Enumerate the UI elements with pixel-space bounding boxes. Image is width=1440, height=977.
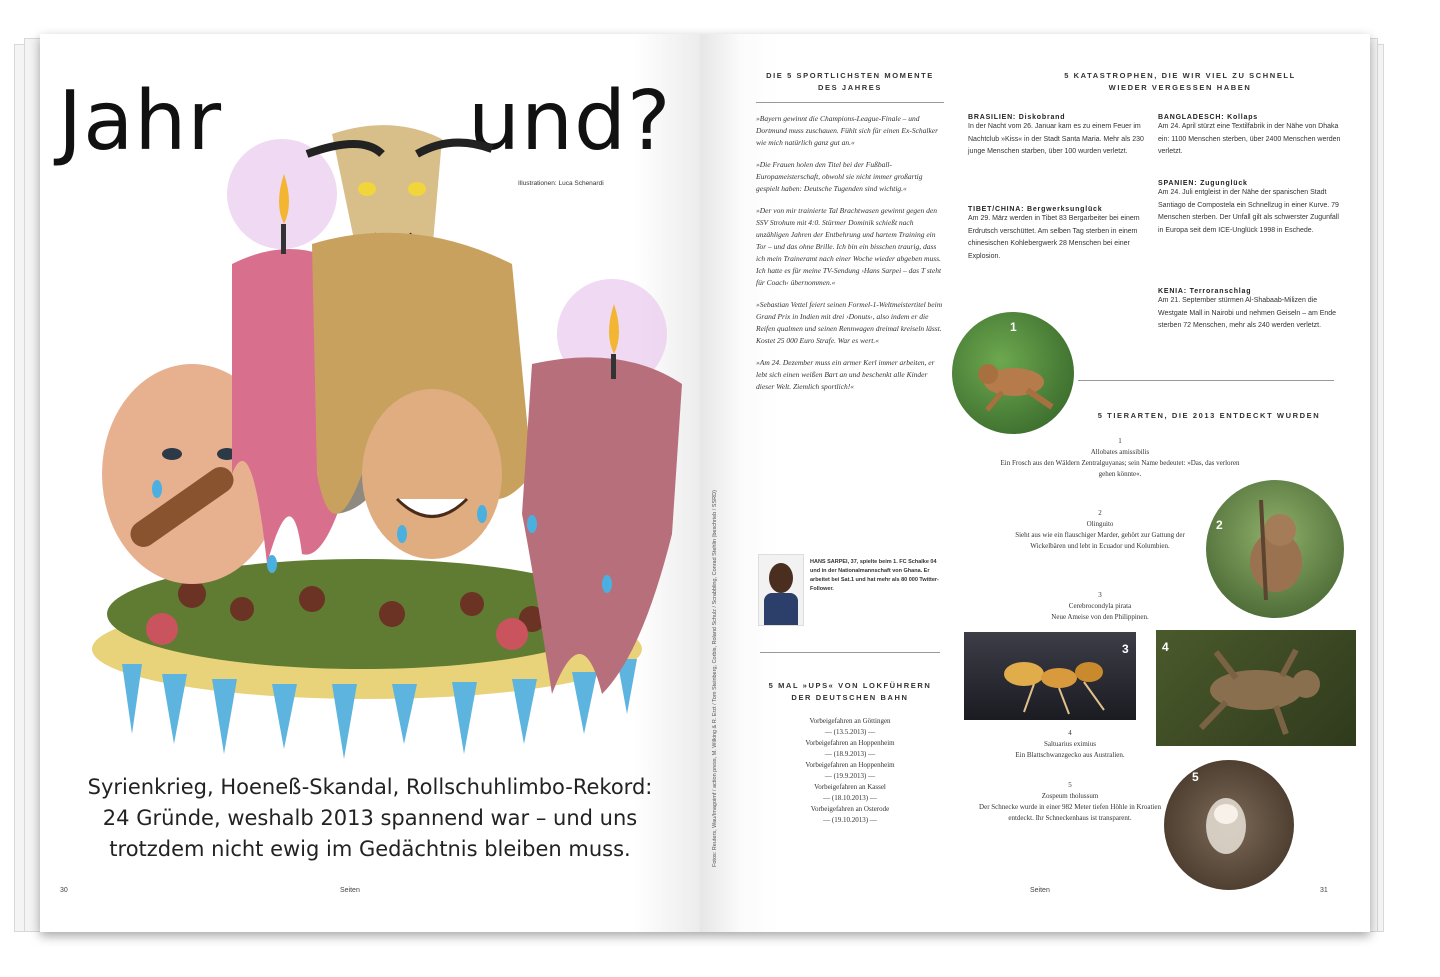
catastrophe-title: BRASILIEN: Diskobrand — [968, 114, 1066, 121]
catastrophe-title: KENIA: Terroranschlag — [1158, 288, 1252, 295]
species-item-5 — [970, 780, 1170, 824]
sport-column — [756, 70, 944, 403]
species-number: 1 — [1118, 437, 1122, 445]
catastrophes-heading-line-1: 5 KATASTROPHEN, DIE WIR VIEL ZU SCHNELL — [1064, 71, 1296, 80]
photo-credits: Fotos: Reuters, Wau/Imagoimf / action press, M. Wilking & R. Erzt / Tom Steinberg, Corbis, Roland Schulz / Scrabbling, Conrad Stehlin (beschrieb / SSRD) — [712, 490, 718, 867]
bahn-entry-label: Vorbeigefahren an Kassel — [814, 783, 886, 791]
catastrophe-title: TIBET/CHINA: Bergwerksunglück — [968, 206, 1103, 213]
olinguito-icon — [1206, 480, 1344, 618]
magazine-spread — [40, 34, 1370, 932]
snail-icon — [1164, 760, 1294, 890]
sport-quote-3: »Der von mir trainierte Tal Brachtwasen gewinnt gegen den SSV Strohum mit 4:0. Stürmer Dominik schießt nach unzähligen Jahren der Entbehrung und hartem Training ein Tor – und das ohne Brille. Ich bin ein bisschen traurig, dass ich mein Traineramt nach einer Woche wieder abgeben muss. Ich hatte es für meine TV-Sendung ›Hans Sarpei – das T steht für Coach‹ übernommen.« — [756, 206, 942, 287]
species-heading: 5 TIERARTEN, DIE 2013 ENTDECKT WURDEN — [1097, 411, 1321, 420]
center-face — [362, 389, 502, 559]
species-name: Saltuarius eximius — [1044, 740, 1096, 748]
bahn-entry-label: Vorbeigefahren an Osterode — [810, 805, 890, 813]
sport-heading — [756, 70, 944, 94]
bahn-entry-date: — (18.9.2013) — — [824, 750, 876, 758]
species-item-3 — [1000, 590, 1200, 623]
catastrophe-item-2 — [968, 206, 1148, 263]
catastrophe-item-3 — [1158, 114, 1342, 159]
species-name: Zospeum tholussum — [1041, 792, 1099, 800]
subtitle — [60, 772, 680, 865]
gecko-photo — [1156, 630, 1356, 746]
author-bio: HANS SARPEI, 37, spielte beim 1. FC Schalke 04 und in der Nationalmannschaft von Ghana. Er arbeitet bei Sat.1 und hat mehr als 80 000 Twitter-Follower. — [810, 559, 939, 592]
catastrophes-heading-line-2: WIEDER VERGESSEN HABEN — [1108, 83, 1252, 92]
bahn-entry-label: Vorbeigefahren an Göttingen — [809, 717, 891, 725]
sport-quote-4: »Sebastian Vettel feiert seinen Formel-1-Weltmeistertitel beim Grand Prix in Indien mit drei ›Donuts‹, also indem er die Reifen qualmen und seinen Rennwagen dreimal kreiseln lässt. Kostet 25 000 Euro Strafe. War es wert.« — [756, 300, 943, 345]
olinguito-photo — [1206, 480, 1344, 618]
ant-photo — [964, 632, 1136, 720]
catastrophe-title: SPANIEN: Zugunglück — [1158, 180, 1248, 187]
bahn-heading — [760, 680, 940, 704]
species-item-2 — [1000, 508, 1200, 552]
catastrophes-heading — [990, 70, 1370, 94]
left-page-number: 30 — [60, 887, 68, 894]
species-number: 3 — [1098, 591, 1102, 599]
catastrophe-text: Am 24. Juli entgleist in der Nähe der spanischen Stadt Santiago de Compostela ein Schnellzug in einer Kurve. 79 Menschen sterben. Der Unfall gilt als schwerster Zugunfall in Europa seit dem ICE-Unglück 1998 in Eschede. — [1158, 189, 1339, 234]
species-item-4 — [970, 728, 1170, 761]
species-number: 4 — [1068, 729, 1072, 737]
bahn-entry-date: — (18.10.2013) — — [823, 794, 877, 802]
species-text: Der Schnecke wurde in einer 982 Meter tiefen Höhle in Kroatien entdeckt. Ihr Schneckenhaus ist transparent. — [979, 803, 1161, 822]
subtitle-line-3: trotzdem nicht ewig im Gedächtnis bleiben muss. — [109, 837, 631, 861]
left-footer-label: Seiten — [340, 887, 360, 894]
bahn-entry-label: Vorbeigefahren an Hoppenheim — [805, 761, 895, 769]
ant-icon — [964, 632, 1136, 720]
catastrophe-text: Am 21. September stürmen Al-Shabaab-Milizen die Westgate Mall in Nairobi und nehmen Geiseln – am Ende sterben 72 Menschen, mehr als 240 werden verletzt. — [1158, 297, 1337, 329]
sport-heading-line-1: DIE 5 SPORTLICHSTEN MOMENTE — [766, 71, 934, 80]
gecko-icon — [1156, 630, 1356, 746]
left-page — [40, 34, 700, 932]
right-footer-label: Seiten — [1030, 887, 1050, 894]
author-photo — [758, 554, 804, 626]
sport-quote-2: »Die Frauen holen den Titel bei der Fußball-Europameisterschaft, obwohl sie nicht immer großartig gespielt haben: Deutsche Tugenden sind wichtig.« — [756, 160, 923, 193]
catastrophe-item-4 — [1158, 180, 1342, 237]
bahn-entry-date: — (13.5.2013) — — [824, 728, 876, 736]
species-item-1 — [1000, 436, 1240, 480]
photo-number-4: 4 — [1162, 640, 1169, 654]
sport-rule — [756, 102, 944, 103]
title-left-word: Jahr — [58, 74, 223, 169]
bahn-entry — [760, 716, 940, 826]
catastrophe-title: BANGLADESCH: Kollaps — [1158, 114, 1259, 121]
right-page-number: 31 — [1320, 887, 1328, 894]
catastrophe-item-1 — [968, 114, 1148, 159]
species-rule — [1078, 380, 1334, 381]
photo-number-2: 2 — [1216, 518, 1223, 532]
species-text: Ein Blattschwanzgecko aus Australien. — [1015, 751, 1125, 759]
species-name: Olinguito — [1086, 520, 1114, 528]
subtitle-line-2: 24 Gründe, weshalb 2013 spannend war – und uns — [102, 806, 638, 830]
sport-heading-line-2: DES JAHRES — [818, 83, 882, 92]
bahn-rule — [760, 652, 940, 653]
catastrophe-item-5 — [1158, 288, 1342, 333]
collage-illustration — [62, 94, 682, 764]
species-text: Sieht aus wie ein flauschiger Marder, gehört zur Gattung der Wickelbären und lebt in Ecuador und Kolumbien. — [1015, 531, 1185, 550]
sport-quote-1: »Bayern gewinnt die Champions-League-Finale – und Dortmund muss zuschauen. Fühlt sich für einen Ex-Schalker wie mich natürlich ganz gut an.« — [756, 114, 939, 147]
catastrophe-text: Am 24. April stürzt eine Textilfabrik in der Nähe von Dhaka ein: 1100 Menschen sterben, über 2400 Menschen werden verletzt. — [1158, 123, 1341, 155]
species-number: 5 — [1068, 781, 1072, 789]
bahn-entry-date: — (19.10.2013) — — [823, 816, 877, 824]
title-right-word: und? — [468, 74, 672, 169]
species-text: Ein Frosch aus den Wäldern Zentralguyanas; sein Name bedeutet: »Das, das verloren gehen könnte«. — [1000, 459, 1240, 478]
sport-quote-5: »Am 24. Dezember muss ein armer Kerl immer arbeiten, er lebt sich einen weißen Bart an und beschenkt alle Kinder dieser Welt. Ziemlich sportlich!« — [756, 358, 935, 391]
species-name: Cerebrocondyla pirata — [1068, 602, 1132, 610]
species-number: 2 — [1098, 509, 1102, 517]
bahn-heading-line-1: 5 MAL »UPS« VON LOKFÜHRERN — [768, 681, 932, 690]
bahn-column — [760, 680, 940, 826]
catastrophe-text: Am 29. März werden in Tibet 83 Bergarbeiter bei einem Erdrutsch verschüttet. Am selben Tag sterben in einem chinesischen Kohlebergwerk 28 Menschen bei einer Explosion. — [968, 215, 1140, 260]
red-candle — [522, 357, 682, 694]
bahn-entry-date: — (19.9.2013) — — [824, 772, 876, 780]
right-page — [700, 34, 1370, 932]
snail-photo — [1164, 760, 1294, 890]
bahn-heading-line-2: DER DEUTSCHEN BAHN — [791, 693, 909, 702]
subtitle-line-1: Syrienkrieg, Hoeneß-Skandal, Rollschuhlimbo-Rekord: — [87, 775, 653, 799]
species-text: Neue Ameise von den Philippinen. — [1051, 613, 1149, 621]
bahn-entry-label: Vorbeigefahren an Hoppenheim — [805, 739, 895, 747]
species-name: Allobates amissibilis — [1090, 448, 1150, 456]
photo-number-5: 5 — [1192, 770, 1199, 784]
photo-number-1: 1 — [1010, 320, 1017, 334]
catastrophe-text: In der Nacht vom 26. Januar kam es zu einem Feuer im Nachtclub »Kiss« in der Stadt Santa Maria. Mehr als 230 junge Menschen starben, über 100 wurden verletzt. — [968, 123, 1144, 155]
illustration-credit: Illustrationen: Luca Schenardi — [518, 180, 604, 187]
photo-number-3: 3 — [1122, 642, 1129, 656]
